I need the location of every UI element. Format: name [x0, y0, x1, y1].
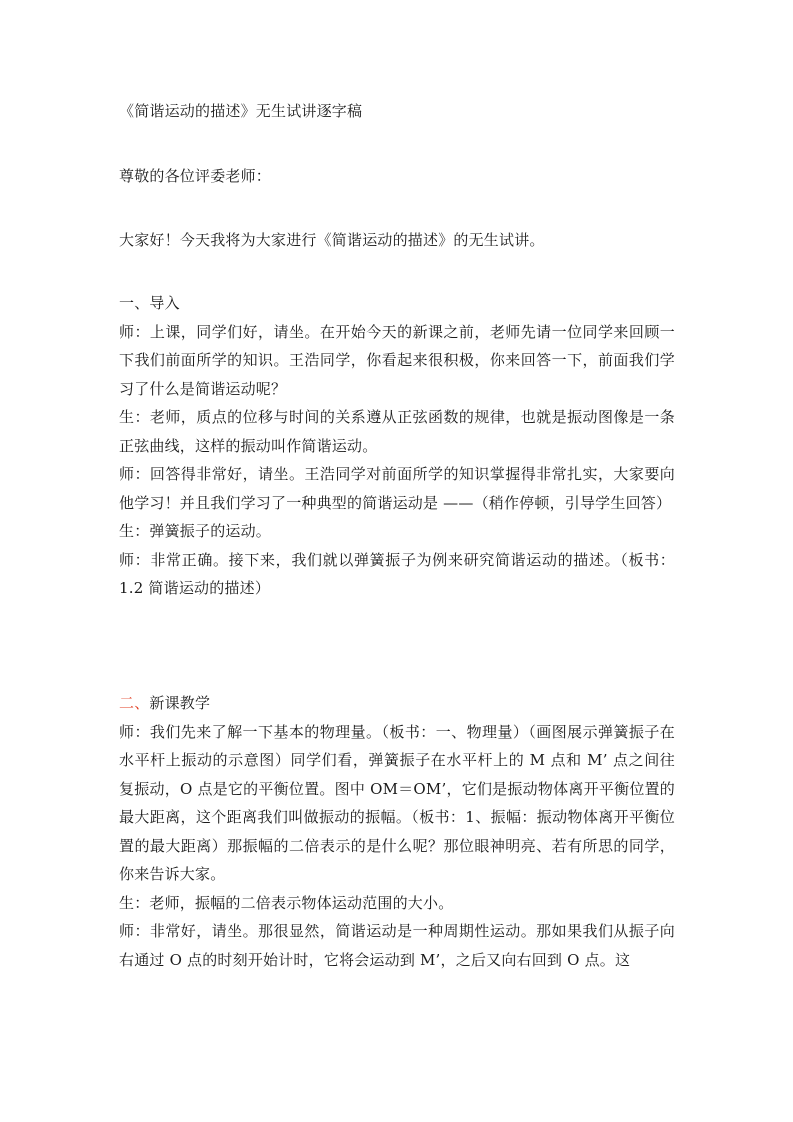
paragraph: 师：非常好，请坐。那很显然，简谐运动是一种周期性运动。那如果我们从振子向右通过 O 点的时刻开始计时，它将会运动到 M’，之后又向右回到 O 点。这 [119, 922, 675, 969]
intro-paragraph: 大家好！今天我将为大家进行《简谐运动的描述》的无生试讲。 [119, 231, 545, 249]
section-intro [119, 289, 675, 603]
greeting: 尊敬的各位评委老师： [119, 167, 272, 185]
paragraph: 师：非常正确。接下来，我们就以弹簧振子为例来研究简谐运动的描述。（板书：1.2 简谐运动的描述） [119, 550, 675, 597]
paragraph: 师：上课，同学们好，请坐。在开始今天的新课之前，老师先请一位同学来回顾一下我们前面所学的知识。王浩同学，你看起来很积极，你来回答一下，前面我们学习了什么是简谐运动呢？ [119, 322, 675, 398]
section-heading [119, 689, 675, 718]
document-title: 《简谐运动的描述》无生试讲逐字稿 [119, 102, 363, 120]
paragraph: 生：老师，振幅的二倍表示物体运动范围的大小。 [119, 893, 454, 912]
section-new-lesson [119, 689, 675, 974]
section-heading: 一、导入 [119, 294, 180, 312]
section-heading-text: 新课教学 [149, 694, 211, 712]
paragraph: 师：我们先来了解一下基本的物理量。（板书：一、物理量）（画图展示弹簧振子在水平杆上振动的示意图）同学们看，弹簧振子在水平杆上的 M 点和 M’ 点之间往复振动，O 点是它的平衡位置。图中 OM＝OM’，它们是振动物体离开平衡位置的最大距离，这个距离我们叫做振动的振幅。（板书：1、振幅：振动物体离开平衡位置的最大距离）那振幅的二倍表示的是什么呢？那位眼神明亮、若有所思的同学，你来告诉大家。 [119, 722, 675, 883]
paragraph: 生：弹簧振子的运动。 [119, 522, 272, 540]
section-heading-number: 二、 [119, 694, 150, 712]
paragraph: 师：回答得非常好，请坐。王浩同学对前面所学的知识掌握得非常扎实，大家要向他学习！并且我们学习了一种典型的简谐运动是 ——（稍作停顿，引导学生回答） [119, 465, 675, 512]
paragraph: 生：老师，质点的位移与时间的关系遵从正弦函数的规律，也就是振动图像是一条正弦曲线，这样的振动叫作简谐运动。 [119, 408, 675, 455]
